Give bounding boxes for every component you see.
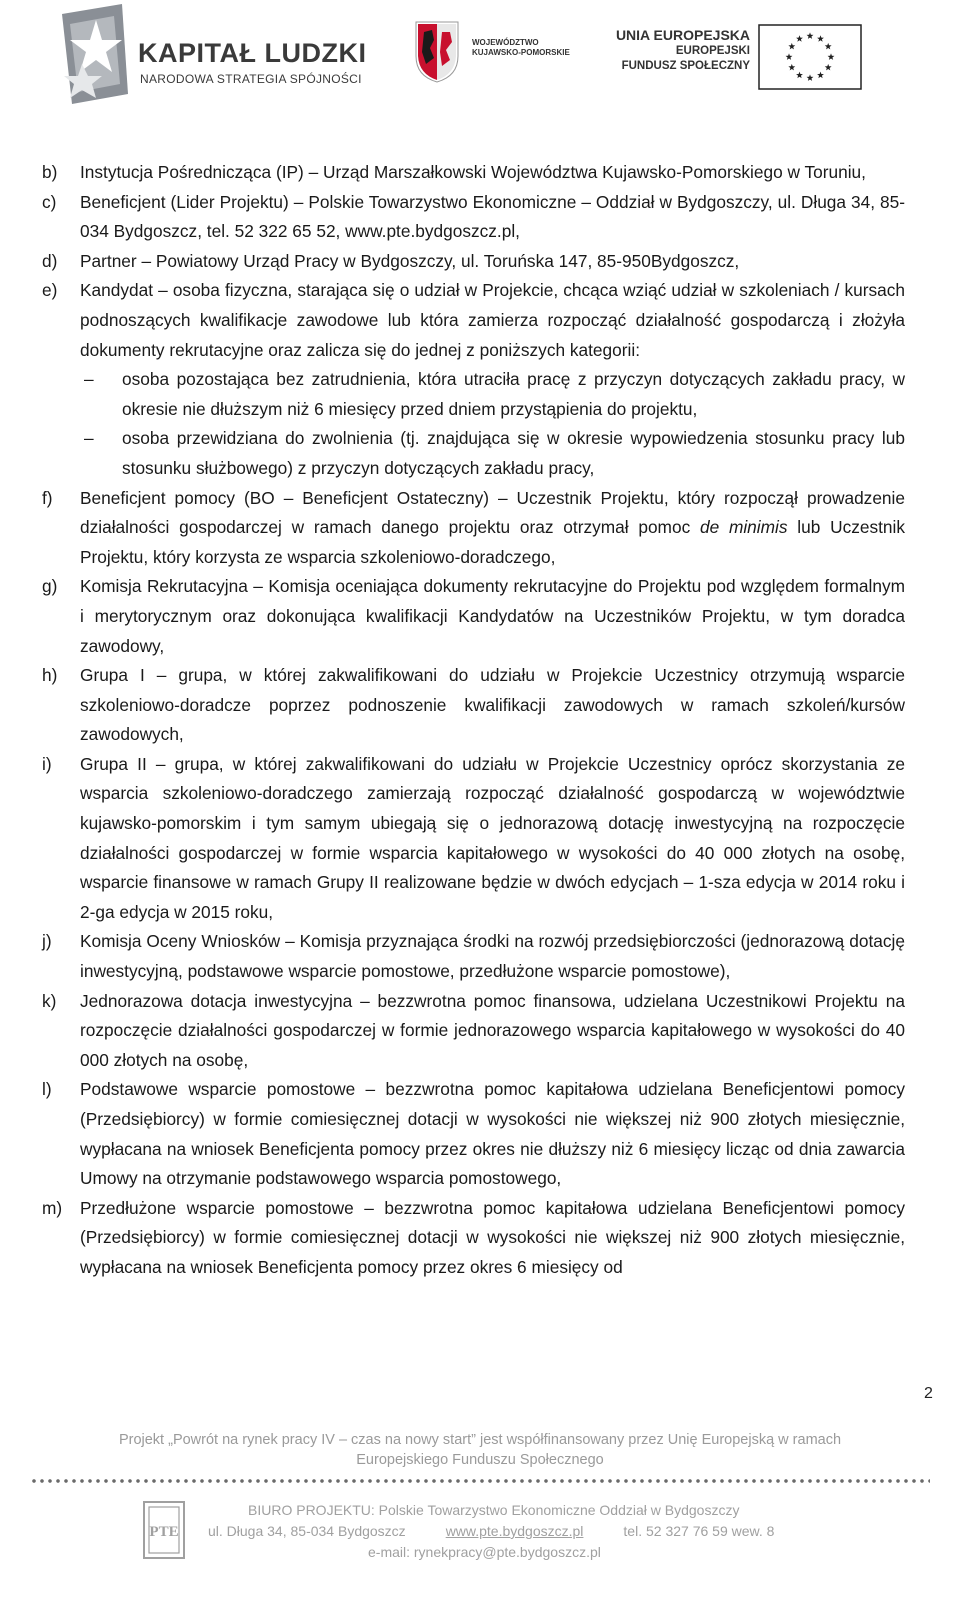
list-item-italic-term: de minimis <box>699 517 788 538</box>
kapital-ludzki-logo <box>52 4 367 104</box>
list-item-text: Przedłużone wsparcie pomostowe – bezzwrotna pomoc kapitałowa udzielana Beneficjentowi pomocy (Przedsiębiorcy) w formie comiesięcznej dotacji w wysokości nie większej niż 900 złotych miesięcznie, wypłacana na wniosek Beneficjenta pomocy przez okres 6 miesięcy od <box>80 1197 905 1277</box>
list-item-k <box>42 987 905 1076</box>
list-item-text: Grupa II – grupa, w której zakwalifikowani do udziału w Projekcie Uczestnicy oprócz skorzystania ze wsparcia szkoleniowo-doradczego zamierzają rozpocząć działalność gospodarczą w województwie kujawsko-pomorskim i tym samym ubiegają się o jednorazową dotację inwestycyjną na rozpoczęcie działalności gospodarczej w formie wsparcia kapitałowego w wysokości do 40 000 złotych na osobę, wsparcie finansowe w ramach Grupy II realizowane będzie w dwóch edycjach – 1-sza edycja w 2014 roku i 2-ga edycja w 2015 roku, <box>80 753 905 922</box>
list-item-c <box>42 188 905 247</box>
eu-line2: EUROPEJSKI <box>675 45 750 57</box>
list-item-e <box>42 276 905 365</box>
office-website-link[interactable]: www.pte.bydgoszcz.pl <box>445 1523 584 1539</box>
list-item-label: g) <box>42 576 58 597</box>
office-address: ul. Długa 34, 85-034 Bydgoszcz <box>208 1523 406 1539</box>
page-header <box>0 0 960 110</box>
list-item-d <box>42 247 905 277</box>
wojewodztwo-line2: KUJAWSKO-POMORSKIE <box>472 48 570 57</box>
list-item-text: Podstawowe wsparcie pomostowe – bezzwrotna pomoc kapitałowa udzielana Beneficjentowi pomocy (Przedsiębiorcy) w formie comiesięcznej dotacji w wysokości nie większej niż 900 złotych miesięcznie, wypłacana na wniosek Beneficjenta pomocy przez okres nie dłuższy niż 6 miesięcy licząc od dnia zawarcia Umowy na otrzymanie podstawowego wsparcia pomostowego, <box>80 1079 905 1189</box>
page-number: 2 <box>924 1385 933 1402</box>
office-phone: tel. 52 327 76 59 wew. 8 <box>623 1523 775 1539</box>
list-item-label: j) <box>42 931 52 952</box>
office-name: BIURO PROJEKTU: Polskie Towarzystwo Ekonomiczne Oddział w Bydgoszczy <box>248 1502 740 1518</box>
list-item-text-end: lub Uczestnik Projektu, który korzysta ze wsparcia szkoleniowo-doradczego, <box>80 517 905 567</box>
list-item-text: Partner – Powiatowy Urząd Pracy w Bydgoszczy, ul. Toruńska 147, 85-950Bydgoszcz, <box>80 250 740 271</box>
list-item-label: i) <box>42 753 52 774</box>
eu-line3: FUNDUSZ SPOŁECZNY <box>621 60 750 72</box>
kapital-ludzki-star-icon <box>52 4 136 104</box>
office-contact-row <box>208 1521 800 1542</box>
definitions-list <box>0 158 960 1283</box>
eu-text <box>616 26 750 74</box>
eu-logo <box>612 24 862 94</box>
list-item-label: d) <box>42 250 58 271</box>
list-item-text: Komisja Rekrutacyjna – Komisja oceniająca dokumenty rekrutacyjne do Projektu pod względem formalnym i merytorycznym oraz dokonująca kwalifikacji Kandydatów na Uczestników Projektu, w tym doradca zawodowy, <box>80 576 905 656</box>
list-item-text: Komisja Oceny Wniosków – Komisja przyznająca środki na rozwój przedsiębiorczości (jednorazową dotację inwestycyjną, podstawowe wsparcie pomostowe, przedłużone wsparcie pomostowe), <box>80 931 905 982</box>
project-office-info <box>200 1500 800 1563</box>
dash-bullet: – <box>84 428 94 449</box>
kapital-ludzki-title: KAPITAŁ LUDZKI <box>138 38 367 68</box>
pte-logo-text: PTE <box>149 1524 179 1540</box>
sub-item-text: osoba pozostająca bez zatrudnienia, która utraciła pracę z przyczyn dotyczących zakładu pracy, w okresie nie dłuższym niż 6 miesięcy przed dniem przystąpienia do projektu, <box>122 369 905 419</box>
dotted-divider <box>30 1478 930 1484</box>
dash-bullet: – <box>84 369 94 390</box>
list-item-f <box>42 484 905 573</box>
list-item-label: c) <box>42 191 57 212</box>
sub-item-1 <box>84 365 905 424</box>
sub-item-text: osoba przewidziana do zwolnienia (tj. znajdująca się w okresie wypowiedzenia stosunku pracy lub stosunku służbowego) z przyczyn dotyczących zakładu pracy, <box>122 428 905 478</box>
list-item-i <box>42 750 905 928</box>
list-item-m <box>42 1194 905 1283</box>
list-item-b <box>42 158 905 188</box>
kapital-ludzki-subtitle: NARODOWA STRATEGIA SPÓJNOŚCI <box>140 72 362 86</box>
list-item-g <box>42 572 905 661</box>
list-item-l <box>42 1075 905 1193</box>
wojewodztwo-logo <box>412 18 582 88</box>
list-item-label: f) <box>42 487 53 508</box>
list-item-label: m) <box>42 1197 63 1218</box>
eu-flag-icon <box>758 24 862 90</box>
eu-line1: UNIA EUROPEJSKA <box>615 27 750 43</box>
pte-logo-icon <box>142 1500 186 1560</box>
list-item-label: k) <box>42 990 57 1011</box>
list-item-j <box>42 927 905 986</box>
list-item-label: b) <box>42 162 58 182</box>
sub-item-2 <box>84 424 905 483</box>
griffin-crest-icon <box>412 18 462 84</box>
list-item-text: Jednorazowa dotacja inwestycyjna – bezzwrotna pomoc finansowa, udzielana Uczestnikowi Projektu na rozpoczęcie działalności gospodarczej w formie jednorazowego wsparcia kapitałowego w wysokości do 40 000 złotych na osobę, <box>80 990 905 1070</box>
wojewodztwo-name <box>472 38 570 58</box>
wojewodztwo-line1: WOJEWÓDZTWO <box>472 38 539 47</box>
list-item-text: Beneficjent (Lider Projektu) – Polskie Towarzystwo Ekonomiczne – Oddział w Bydgoszczy, ul. Długa 34, 85-034 Bydgoszcz, tel. 52 322 65 52, www.pte.bydgoszcz.pl, <box>80 191 905 242</box>
funding-note: Projekt „Powrót na rynek pracy IV – czas na nowy start” jest współfinansowany przez Unię Europejską w ramach Europejskiego Funduszu Społecznego <box>118 1432 842 1468</box>
list-item-text: Instytucja Pośrednicząca (IP) – Urząd Marszałkowski Województwa Kujawsko-Pomorskiego w Toruniu, <box>80 162 866 182</box>
list-item-label: h) <box>42 665 58 686</box>
list-item-text: Beneficjent pomocy (BO – Beneficjent Ostateczny) – Uczestnik Projektu, który rozpoczął prowadzenie działalności gospodarczej w ramach danego projektu oraz otrzymał pomoc <box>80 487 905 538</box>
list-item-text: Grupa I – grupa, w której zakwalifikowani do udziału w Projekcie Uczestnicy otrzymują wsparcie szkoleniowo-doradcze poprzez podnoszenie kwalifikacji zawodowych w ramach szkoleń/kursów zawodowych, <box>80 665 905 745</box>
list-item-label: l) <box>42 1079 52 1100</box>
list-item-text: Kandydat – osoba fizyczna, starająca się o udział w Projekcie, chcąca wziąć udział w szkoleniach / kursach podnoszących kwalifikacje zawodowe lub która zamierza rozpocząć działalność gospodarczą i złożyła dokumenty rekrutacyjne oraz zalicza się do jednej z poniższych kategorii: <box>80 280 905 360</box>
office-email: e-mail: rynekpracy@pte.bydgoszcz.pl <box>368 1544 601 1560</box>
list-item-label: e) <box>42 280 58 301</box>
list-item-h <box>42 661 905 750</box>
